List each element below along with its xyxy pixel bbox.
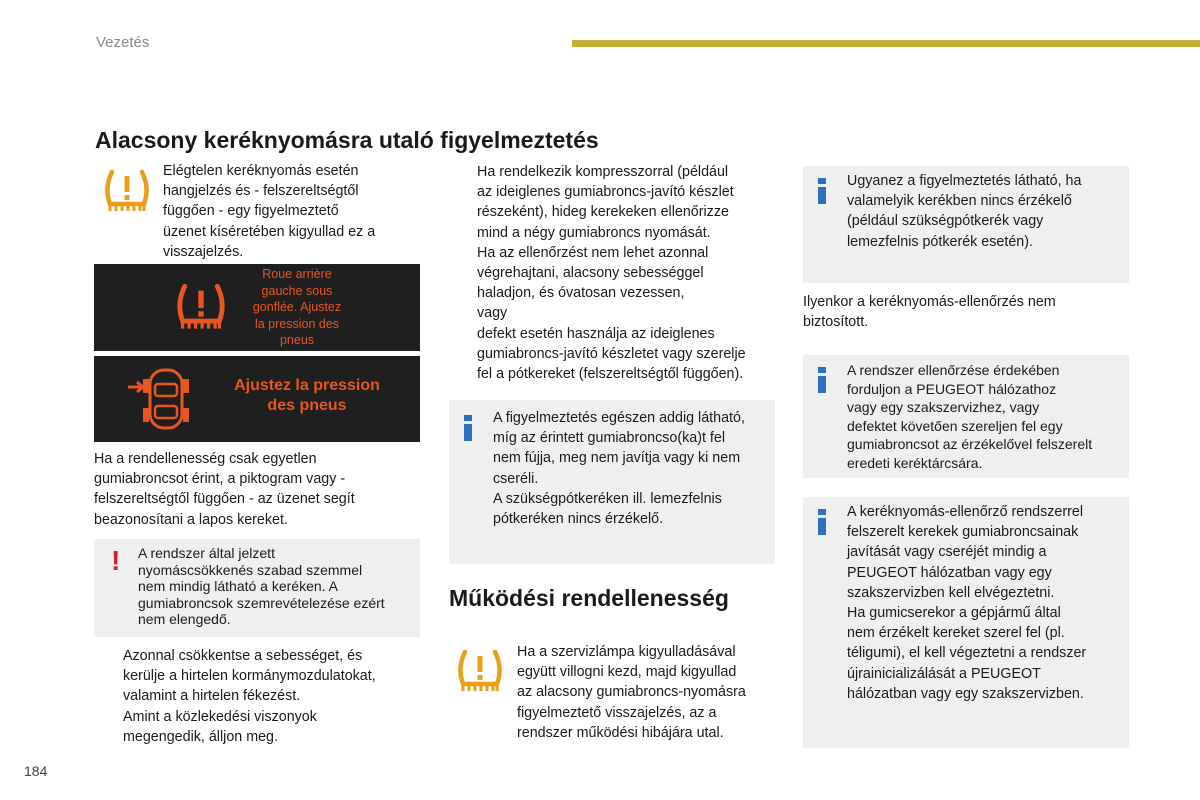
section-label: Vezetés [96, 34, 150, 51]
info-icon [818, 178, 826, 204]
info-icon [818, 367, 826, 393]
single-tire-paragraph: Ha a rendellenesség csak egyetlen gumiabroncsot érint, a piktogram vagy - felszereltségtől függően - az üzenet segít beazonosítani a lapos kereket. [94, 451, 355, 528]
warning-text: A rendszer által jelzett nyomáscsökkenés szabad szemmel nem mindig látható a keréken. A gumiabroncsok szemrevételezése ezért nem elengedő. [138, 545, 385, 627]
tire-pressure-display-icon [172, 282, 230, 334]
compressor-bullet-list [449, 162, 779, 384]
tire-pressure-warning-icon [455, 648, 505, 696]
section-title: Alacsony keréknyomásra utaló figyelmeztetés [95, 127, 599, 153]
not-ensured-paragraph: Ilyenkor a keréknyomás-ellenőrzés nem biztosított. [803, 294, 1056, 331]
info-box-no-sensor [803, 166, 1129, 283]
section-title-malfunction: Működési rendellenesség [449, 585, 729, 611]
car-top-view-icon [124, 362, 196, 436]
list-item: defekt esetén használja az ideiglenes gumiabroncs-javító készletet vagy szerelje fel a pótkereket (felszereltségtől függően). [477, 325, 746, 383]
dashboard-display-car: Ajustez la pression des pneus [94, 356, 420, 442]
info-text: A keréknyomás-ellenőrző rendszerrel felszerelt kerekek gumiabroncsainak javítását vagy cseréjét mindig a PEUGEOT hálózatban vagy egy szakszervizben kell elvégeztetni. Ha gumicserekor a gépjármű által nem érzékelt kereket szerel fel (pl. téligumi), el kell végeztetni a rendszer újrainicializálását a PEUGEOT hálózatban vagy egy szakszervizben. [847, 504, 1087, 702]
info-box-repair [803, 497, 1129, 748]
header-accent-bar [572, 40, 1200, 47]
tire-pressure-warning-icon [102, 168, 152, 216]
list-item: Ha rendelkezik kompresszorral (például az ideiglenes gumiabroncs-javító készlet részeként), hideg kerekeken ellenőrizze mind a négy gumiabroncs nyomását. Ha az ellenőrzést nem lehet azonnal végrehajtani, alacsony sebességgel haladjon, és óvatosan vezessen, vagy [477, 164, 734, 322]
warning-box [94, 539, 420, 637]
info-icon [464, 415, 472, 441]
info-text: A figyelmeztetés egészen addig látható, míg az érintett gumiabroncso(ka)t fel nem fújja, meg nem javítja vagy ki nem cseréli. A szükségpótkeréken ill. lemezfelnis pótkeréken nincs érzékelő. [493, 410, 745, 528]
info-box-service [803, 355, 1129, 478]
info-text: A rendszer ellenőrzése érdekében forduljon a PEUGEOT hálózathoz vagy egy szakszervizhez, vagy defektet követően szereljen fel egy gumiabroncsot az érzékelővel felszerelt eredeti keréktárcsára. [847, 362, 1093, 471]
dashboard-display-message: Roue arrière gauche sous gonflée. Ajustez la pression des pneus [94, 264, 420, 351]
info-text: Ugyanez a figyelmeztetés látható, ha valamelyik kerékben nincs érzékelő (például szükségpótkerék vagy lemezfelnis pótkerék esetén). [847, 173, 1082, 250]
malfunction-text: Ha a szervizlámpa kigyulladásával együtt villogni kezd, majd kigyullad az alacsony gumiabroncs-nyomásra figyelmeztető visszajelzés, az a rendszer működési hibájára utal. [517, 644, 746, 741]
info-icon [818, 509, 826, 535]
list-item: Amint a közlekedési viszonyok megengedik, álljon meg. [123, 708, 317, 745]
info-box-visibility [449, 400, 775, 564]
exclamation-icon: ! [111, 545, 121, 576]
intro-text: Elégtelen keréknyomás esetén hangjelzés és - felszereltségtől függően - egy figyelmeztető üzenet kíséretében kigyullad ez a visszajelzés. [163, 163, 376, 260]
list-item: Azonnal csökkentse a sebességet, és kerülje a hirtelen kormánymozdulatokat, valamint a hirtelen fékezést. [123, 648, 376, 705]
action-bullet-list [95, 646, 425, 747]
page-number: 184 [24, 763, 48, 779]
